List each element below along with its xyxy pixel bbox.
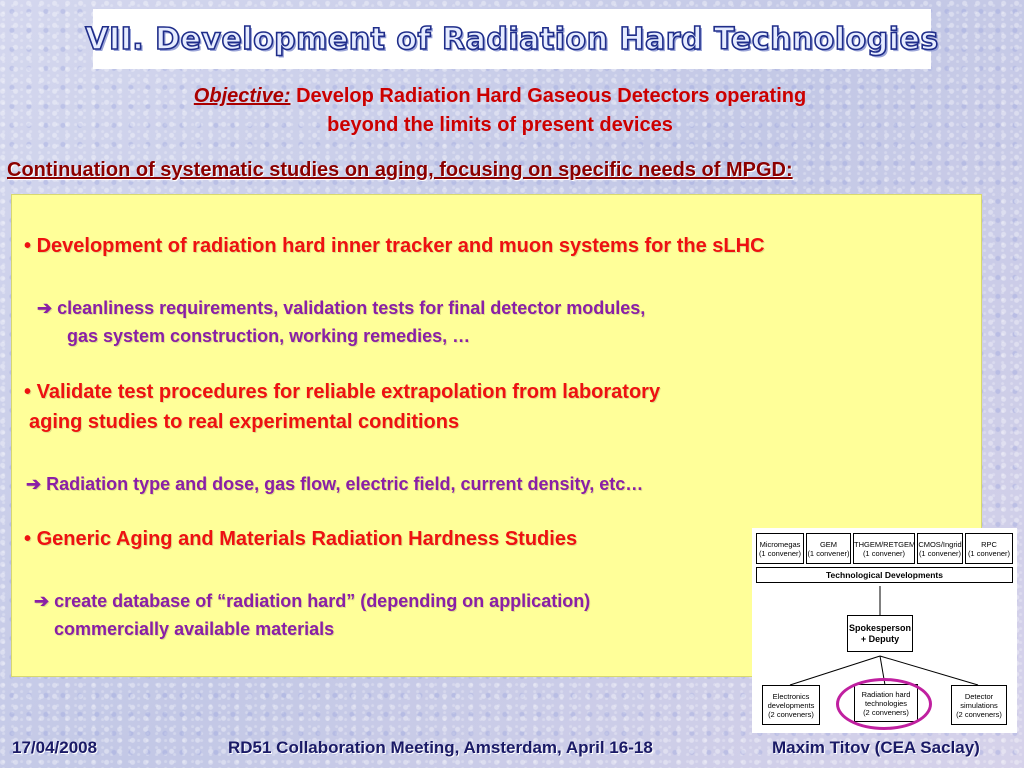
box-detector-simulations	[951, 685, 1007, 725]
box-detector-line-1: Detector	[964, 691, 994, 701]
bullet-1-sub-2: gas system construction, working remedies, …	[67, 326, 471, 346]
objective-block	[0, 82, 1000, 140]
title-banner	[85, 9, 939, 69]
box-detector-line-3: (2 conveners)	[956, 709, 1002, 719]
footer-meeting: RD51 Collaboration Meeting, Amsterdam, April 16-18	[228, 738, 653, 757]
bullet-3-text: Generic Aging and Materials Radiation Hardness Studies	[36, 528, 578, 550]
footer-date: 17/04/2008	[12, 738, 98, 757]
box-radiation-hard-line-2: technologies	[864, 698, 908, 708]
bullet-1-sub-1	[37, 298, 645, 319]
objective-text-2: beyond the limits of present devices	[327, 114, 673, 136]
bullet-2-sub	[26, 474, 643, 495]
bullet-1-text: Development of radiation hard inner tracker and muon systems for the sLHC	[36, 235, 765, 257]
box-gem-name: GEM	[819, 539, 838, 549]
bullet-3-sub-2: commercially available materials	[54, 619, 335, 639]
bullet-1-sub-1-text: cleanliness requirements, validation tests for final detector modules,	[57, 298, 646, 318]
box-radiation-hard-line-3: (2 conveners)	[863, 707, 909, 717]
tech-developments-box: Technological Developments	[756, 567, 1013, 583]
bullet-2-text-1: Validate test procedures for reliable extrapolation from laboratory	[36, 381, 661, 403]
spokesperson-line-1: Spokesperson	[848, 622, 912, 633]
box-rpc-sub: (1 convener)	[967, 548, 1011, 558]
bullet-mark: •	[24, 235, 32, 257]
box-rpc-name: RPC	[981, 539, 997, 549]
bullet-3-sub-1	[34, 591, 590, 612]
arrow-icon: ➔	[34, 591, 50, 611]
box-radiation-hard-line-1: Radiation hard	[861, 689, 911, 699]
box-gem-sub: (1 convener)	[807, 548, 850, 558]
box-micromegas	[756, 533, 804, 564]
box-electronics-line-1: Electronics	[772, 691, 810, 701]
continuation-heading: Continuation of systematic studies on aging, focusing on specific needs of MPGD:	[7, 159, 793, 181]
box-micromegas-sub: (1 convener)	[758, 548, 802, 558]
slide-title: VII. Development of Radiation Hard Technologies	[85, 21, 939, 57]
box-electronics-line-2: developments	[767, 700, 815, 710]
box-thgem-name: THGEM/RETGEM	[854, 539, 916, 549]
objective-label: Objective:	[193, 85, 291, 107]
spokesperson-box	[847, 615, 913, 652]
objective-line-1	[0, 82, 1000, 111]
box-cmos	[917, 533, 963, 564]
objective-text-1: Develop Radiation Hard Gaseous Detectors operating	[296, 85, 807, 107]
box-micromegas-name: Micromegas	[759, 539, 801, 549]
bullet-mark: •	[24, 381, 32, 403]
bullet-3-sub-1-text: create database of “radiation hard” (depending on application)	[54, 591, 591, 611]
box-gem	[806, 533, 851, 564]
arrow-icon: ➔	[37, 298, 53, 318]
bullet-1	[24, 235, 765, 258]
box-thgem	[853, 533, 915, 564]
bullet-2-text-2: aging studies to real experimental conditions	[29, 411, 460, 433]
spokesperson-line-2: + Deputy	[860, 633, 900, 644]
box-electronics-line-3: (2 conveners)	[768, 709, 814, 719]
bullet-3	[24, 528, 577, 551]
box-electronics	[762, 685, 820, 725]
footer-author: Maxim Titov (CEA Saclay)	[772, 738, 980, 757]
box-detector-line-2: simulations	[960, 700, 998, 710]
bullet-2	[24, 381, 660, 404]
box-thgem-sub: (1 convener)	[862, 548, 906, 558]
box-rpc	[965, 533, 1013, 564]
bullet-2-sub-text: Radiation type and dose, gas flow, electric field, current density, etc…	[46, 474, 644, 494]
arrow-icon: ➔	[26, 474, 42, 494]
bullet-mark: •	[24, 528, 32, 550]
highlight-circle	[836, 678, 932, 730]
box-cmos-sub: (1 convener)	[918, 548, 962, 558]
box-cmos-name: CMOS/Ingrid	[918, 539, 962, 549]
